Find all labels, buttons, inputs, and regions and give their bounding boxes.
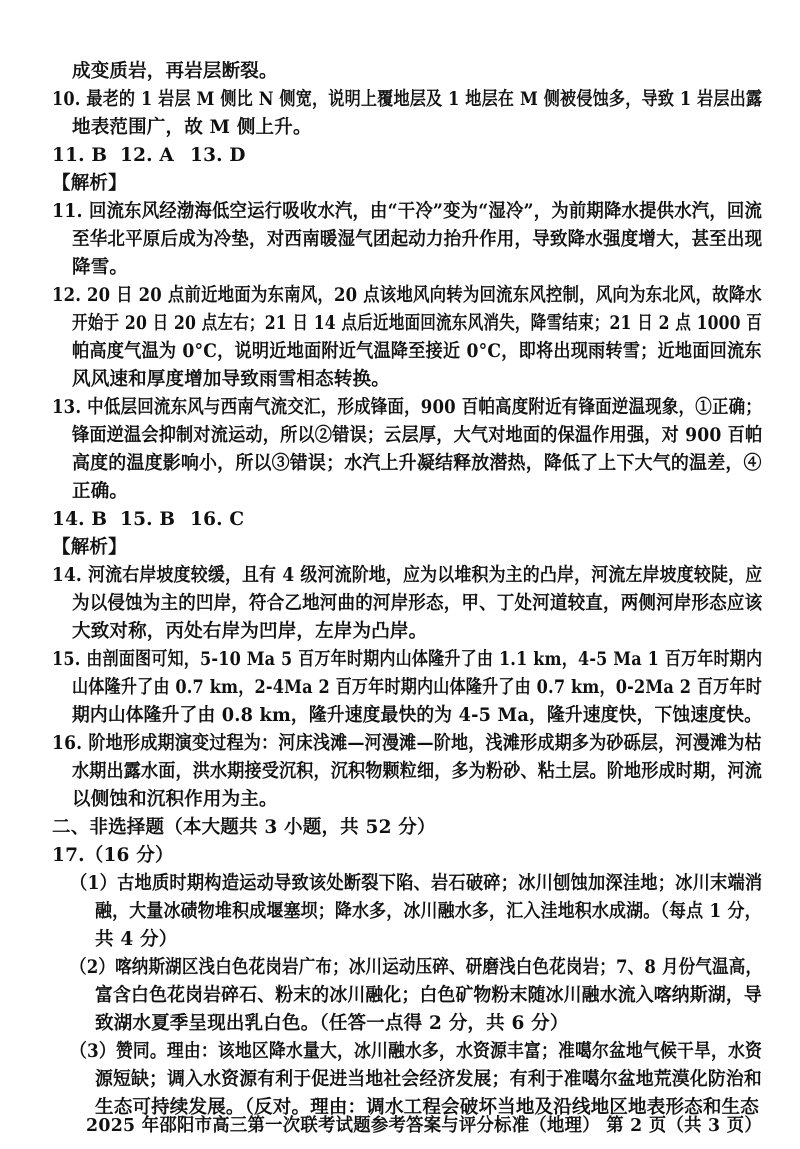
answer-16: 16. C — [190, 509, 245, 530]
text-line: 共 4 分） — [95, 929, 178, 950]
answer-17-3: （3）赞同。理由：该地区降水量大，冰川融水多，水资源丰富；准噶尔盆地气候干旱，水资 — [70, 1041, 763, 1062]
text-line: 山体隆升了由 0.7 km，2-4Ma 2 百万年时期内山体隆升了由 0.7 km，0-2Ma 2 百万年时 — [72, 677, 763, 698]
answer-12: 12. A — [120, 145, 174, 166]
question-17-heading: 17.（16 分） — [52, 845, 174, 866]
text-line: 风风速和厚度增加导致雨雪相态转换。 — [72, 369, 390, 390]
text-line: 至华北平原后成为冷垫，对西南暖湿气团起动力抬升作用，导致降水强度增大，甚至出现 — [72, 229, 763, 250]
text-line: 降雪。 — [72, 257, 129, 278]
text-line: 源短缺；调入水资源有利于促进当地社会经济发展；有利于准噶尔盆地荒漠化防治和 — [95, 1069, 762, 1090]
analysis-15: 15. 由剖面图可知，5-10 Ma 5 百万年时期内山体隆升了由 1.1 km，4-5 Ma 1 百万年时期内 — [52, 649, 763, 670]
analysis-13: 13. 中低层回流东风与西南气流交汇，形成锋面，900 百帕高度附近有锋面逆温现象，①正确； — [52, 397, 762, 418]
text-line: 正确。 — [72, 481, 129, 502]
text-line: 生态可持续发展。（反对。理由：调水工程会破坏当地及沿线地区地表形态和生态 — [95, 1097, 759, 1118]
analysis-heading: 【解析】 — [52, 537, 127, 558]
text-line: 富含白色花岗岩碎石、粉末的冰川融化；白色矿物粉末随冰川融水流入喀纳斯湖，导 — [95, 985, 762, 1006]
text-line: 开始于 20 日 20 点左右；21 日 14 点后近地面回流东风消失，降雪结束；21 日 2 点 1000 百 — [72, 313, 763, 334]
text-line: 致湖水夏季呈现出乳白色。（任答一点得 2 分，共 6 分） — [95, 1013, 569, 1034]
answer-11: 11. B — [52, 145, 108, 166]
text-line: 为以侵蚀为主的凹岸，符合乙地河曲的河岸形态，甲、丁处河道较直，两侧河岸形态应该 — [72, 593, 763, 614]
text-line: 地表范围广，故 M 侧上升。 — [72, 117, 312, 138]
analysis-16: 16. 阶地形成期演变过程为：河床浅滩—河漫滩—阶地，浅滩形成期多为砂砾层，河漫滩为枯 — [52, 733, 762, 754]
analysis-12: 12. 20 日 20 点前近地面为东南风，20 点该地风向转为回流东风控制，风向为东北风，故降水 — [52, 285, 762, 306]
text-line: 高度的温度影响小，所以③错误；水汽上升凝结释放潜热，降低了上下大气的温差，④ — [72, 453, 762, 474]
choice-answers-11-13 — [52, 144, 246, 168]
answer-14: 14. B — [52, 509, 108, 530]
text-line: 成变质岩，再岩层断裂。 — [72, 61, 278, 82]
text-line: 以侧蚀和沉积作用为主。 — [72, 789, 278, 810]
analysis-11: 11. 回流东风经渤海低空运行吸收水汽，由“干冷”变为“湿冷”，为前期降水提供水汽，回流 — [52, 201, 763, 222]
text-line: 期内山体隆升了由 0.8 km，隆升速度最快的为 4-5 Ma，隆升速度快，下蚀速度快。 — [72, 705, 763, 726]
text-line: 帕高度气温为 0°C，说明近地面附近气温降至接近 0°C，即将出现雨转雪；近地面回流东 — [72, 341, 762, 362]
answer-10: 10. 最老的 1 岩层 M 侧比 N 侧宽，说明上覆地层及 1 地层在 M 侧被侵蚀多，导致 1 岩层出露 — [52, 89, 763, 110]
text-line: 大致对称，丙处右岸为凹岸，左岸为凸岸。 — [72, 621, 428, 642]
text-line: 融，大量冰碛物堆积成堰塞坝；降水多，冰川融水多，汇入洼地积水成湖。（每点 1 分， — [95, 901, 762, 922]
answer-17-2: （2）喀纳斯湖区浅白色花岗岩广布；冰川运动压碎、研磨浅白色花岗岩；7、8 月份气温高， — [70, 957, 763, 978]
text-line: 锋面逆温会抑制对流运动，所以②错误；云层厚，大气对地面的保温作用强，对 900 百帕 — [72, 425, 763, 446]
section-heading: 二、非选择题（本大题共 3 小题，共 52 分） — [52, 817, 436, 838]
page-footer: 2025 年邵阳市高三第一次联考试题参考答案与评分标准（地理） 第 2 页（共 3 页） — [86, 1115, 762, 1136]
answer-17-1: （1）古地质时期构造运动导致该处断裂下陷、岩石破碎；冰川刨蚀加深洼地；冰川末端消 — [70, 873, 763, 894]
answer-13: 13. D — [190, 145, 246, 166]
text-line: 水期出露水面，洪水期接受沉积，沉积物颗粒细，多为粉砂、粘土层。阶地形成时期，河流 — [72, 761, 763, 782]
analysis-heading: 【解析】 — [52, 173, 127, 194]
answer-15: 15. B — [120, 509, 176, 530]
analysis-14: 14. 河流右岸坡度较缓，且有 4 级河流阶地，应为以堆积为主的凸岸，河流左岸坡度较陡，应 — [52, 565, 763, 586]
choice-answers-14-16 — [52, 508, 244, 532]
